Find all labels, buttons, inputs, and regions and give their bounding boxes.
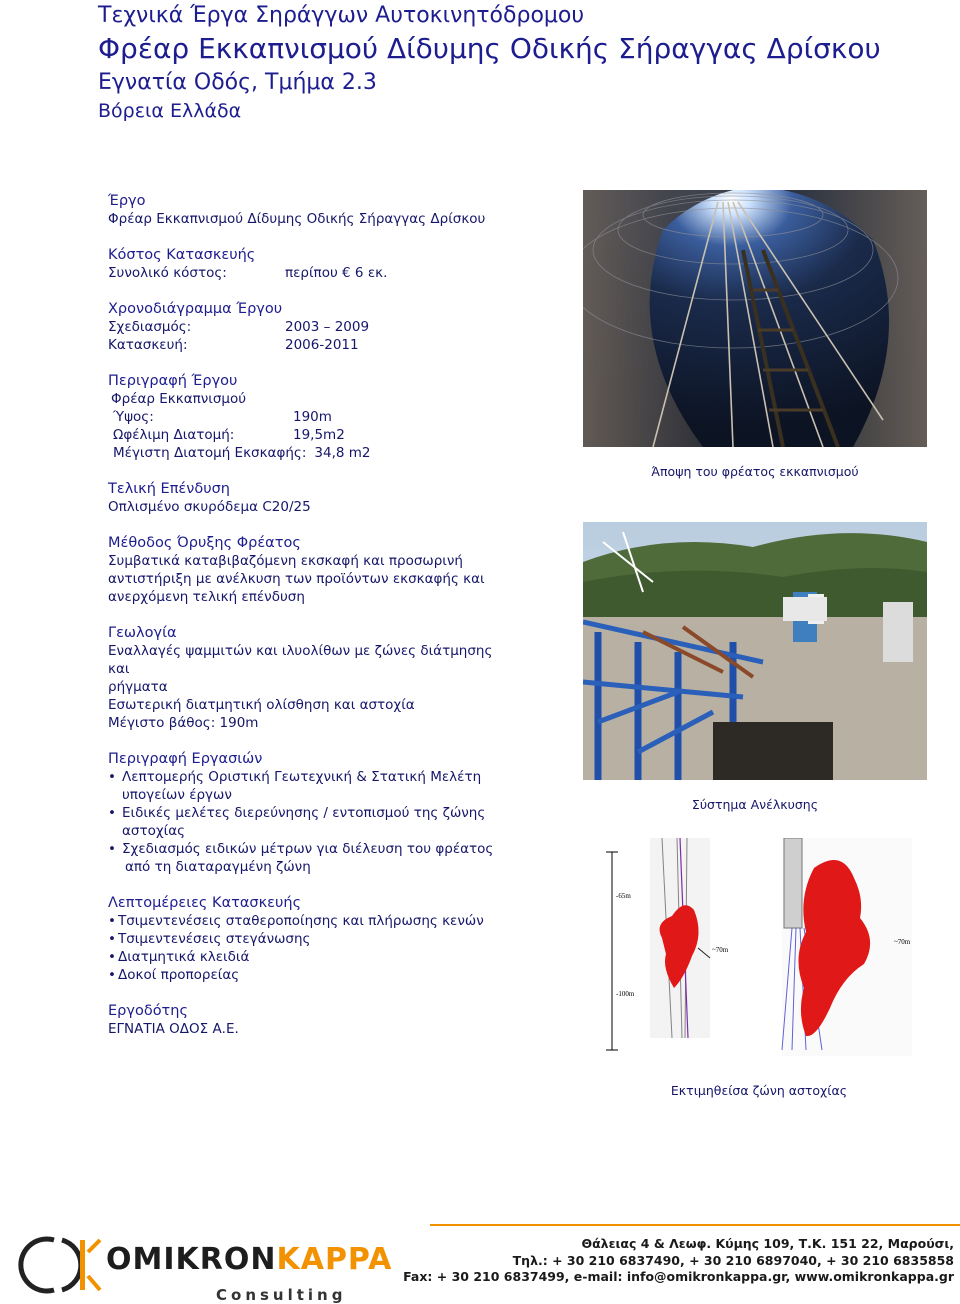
height-row: [108, 408, 508, 426]
details-heading: Λεπτομέρειες Κατασκευής: [108, 895, 302, 911]
depth-label-100m: -100m: [616, 990, 635, 998]
design-value: 2003 – 2009: [285, 319, 370, 335]
page-header: [98, 0, 881, 124]
list-item: [108, 804, 508, 840]
brand-consulting: Consulting: [216, 1286, 347, 1304]
cost-value: περίπου € 6 εκ.: [285, 265, 388, 281]
section-label: Ωφέλιμη Διατομή:: [113, 427, 235, 443]
project-info-column: [108, 192, 508, 1056]
geology-line: Μέγιστο βάθος: 190m: [108, 715, 259, 731]
section-row: [108, 426, 508, 444]
company-fax-email: Fax: + 30 210 6837499, e-mail: info@omikronkappa.gr, www.omikronkappa.gr: [403, 1269, 954, 1284]
project-name: Φρέαρ Εκκαπνισμού Δίδυμης Οδικής Σήραγγας Δρίσκου: [108, 211, 486, 227]
method-heading: Μέθοδος Όρυξης Φρέατος: [108, 535, 301, 551]
failure-zone-caption: Εκτιμηθείσα ζώνη αστοχίας: [670, 1083, 848, 1098]
cost-heading: Κόστος Κατασκευής: [108, 247, 256, 263]
lining-value: Οπλισμένο σκυρόδεμα C20/25: [108, 499, 311, 515]
depth-label-65m: -65m: [616, 892, 631, 900]
height-label: Ύψος:: [113, 409, 154, 425]
header-category: Τεχνικά Έργα Σηράγγων Αυτοκινητόδρομου: [98, 3, 585, 28]
cost-section: [108, 246, 508, 282]
lining-heading: Τελική Επένδυση: [108, 481, 230, 497]
construction-value: 2006-2011: [285, 337, 359, 353]
description-section: [108, 372, 508, 462]
depth-label-70m-left: ~70m: [712, 946, 729, 954]
description-heading: Περιγραφή Έργου: [108, 373, 238, 389]
client-name: ΕΓΝΑΤΙΑ ΟΔΟΣ Α.Ε.: [108, 1021, 239, 1037]
brand-kappa: KAPPA: [276, 1242, 393, 1277]
method-line: Συμβατικά καταβιβαζόμενη εκσκαφή και προσωρινή: [108, 553, 463, 569]
depth-label-70m-right: ~70m: [894, 938, 911, 946]
project-section: [108, 192, 508, 228]
height-value: 190m: [293, 409, 332, 425]
cost-row: [108, 264, 508, 282]
list-item: [108, 768, 508, 804]
description-subtitle: Φρέαρ Εκκαπνισμού: [111, 391, 247, 407]
excavation-row: [108, 444, 508, 462]
schedule-section: [108, 300, 508, 354]
client-heading: Εργοδότης: [108, 1003, 188, 1019]
shaft-photo-caption: Άποψη του φρέατος εκκαπνισμού: [651, 464, 859, 479]
geology-line: Εσωτερική διατμητική ολίσθηση και αστοχία: [108, 697, 415, 713]
footer-rule: [430, 1224, 960, 1226]
excavation-value: 34,8 m2: [314, 445, 371, 461]
geology-section: [108, 624, 508, 732]
shaft-interior-photo: [583, 190, 927, 447]
schedule-heading: Χρονοδιάγραμμα Έργου: [108, 301, 283, 317]
section-value: 19,5m2: [293, 427, 345, 443]
company-phones: Τηλ.: + 30 210 6837490, + 30 210 6897040, + 30 210 6835858: [512, 1252, 954, 1268]
company-footer: [0, 1222, 960, 1304]
cost-label: Συνολικό κόστος:: [108, 265, 227, 281]
design-row: [108, 318, 508, 336]
list-item: • Τσιμεντενέσεις στεγάνωσης: [108, 930, 508, 948]
works-item-line: αστοχίας: [122, 823, 186, 839]
header-road-section: Εγνατία Οδός, Τμήμα 2.3: [98, 70, 377, 95]
omikron-kappa-logo-icon: [8, 1232, 104, 1296]
lining-section: [108, 480, 508, 516]
construction-label: Κατασκευή:: [108, 337, 188, 353]
details-list: [108, 912, 508, 984]
company-contact: [403, 1236, 954, 1286]
design-label: Σχεδιασμός:: [108, 319, 192, 335]
works-item-line: Σχεδιασμός ειδικών μέτρων για διέλευση του φρέατος: [122, 841, 494, 857]
details-section: [108, 894, 508, 984]
works-section: [108, 750, 508, 876]
works-heading: Περιγραφή Εργασιών: [108, 751, 263, 767]
list-item: • Διατμητικά κλειδιά: [108, 948, 508, 966]
works-list: [108, 768, 508, 876]
page-title: Φρέαρ Εκκαπνισμού Δίδυμης Οδικής Σήραγγας Δρίσκου: [98, 32, 881, 65]
geology-line: Εναλλαγές ψαμμιτών και ιλυολίθων με ζώνες διάτμησης και: [108, 643, 493, 677]
works-item-line: υπογείων έργων: [122, 787, 232, 803]
brand-omikron: OMIKRON: [106, 1242, 277, 1277]
shaft-interior-image: [583, 190, 927, 447]
hoisting-system-image: [583, 522, 927, 780]
header-region: Βόρεια Ελλάδα: [98, 100, 242, 122]
works-item-line: Ειδικές μελέτες διερεύνησης / εντοπισμού της ζώνης: [122, 805, 486, 821]
list-item: • Δοκοί προπορείας: [108, 966, 508, 984]
list-item: [108, 840, 508, 876]
company-logo: [8, 1232, 408, 1302]
hoisting-photo-caption: Σύστημα Ανέλκυσης: [691, 797, 819, 812]
failure-zone-model: [592, 838, 932, 1056]
works-item-line: από τη διαταραγμένη ζώνη: [125, 859, 311, 875]
client-section: [108, 1002, 508, 1038]
method-section: [108, 534, 508, 606]
works-item-line: Λεπτομερής Οριστική Γεωτεχνική & Στατική Μελέτη: [122, 769, 482, 785]
geology-heading: Γεωλογία: [108, 625, 177, 641]
method-line: αντιστήριξη με ανέλκυση των προϊόντων εκσκαφής και: [108, 571, 485, 587]
list-item: • Τσιμεντενέσεις σταθεροποίησης και πλήρωσης κενών: [108, 912, 508, 930]
hoisting-system-photo: [583, 522, 927, 780]
excavation-label: Μέγιστη Διατομή Εκσκαφής:: [113, 445, 307, 461]
company-address: Θάλειας 4 & Λεωφ. Κύμης 109, Τ.Κ. 151 22, Μαρούσι,: [581, 1236, 954, 1251]
method-line: ανερχόμενη τελική επένδυση: [108, 589, 305, 605]
construction-row: [108, 336, 508, 354]
brand-wordmark: [106, 1242, 392, 1277]
geology-line: ρήγματα: [108, 679, 168, 695]
project-heading: Έργο: [108, 193, 146, 209]
failure-zone-figure: [592, 838, 932, 1056]
